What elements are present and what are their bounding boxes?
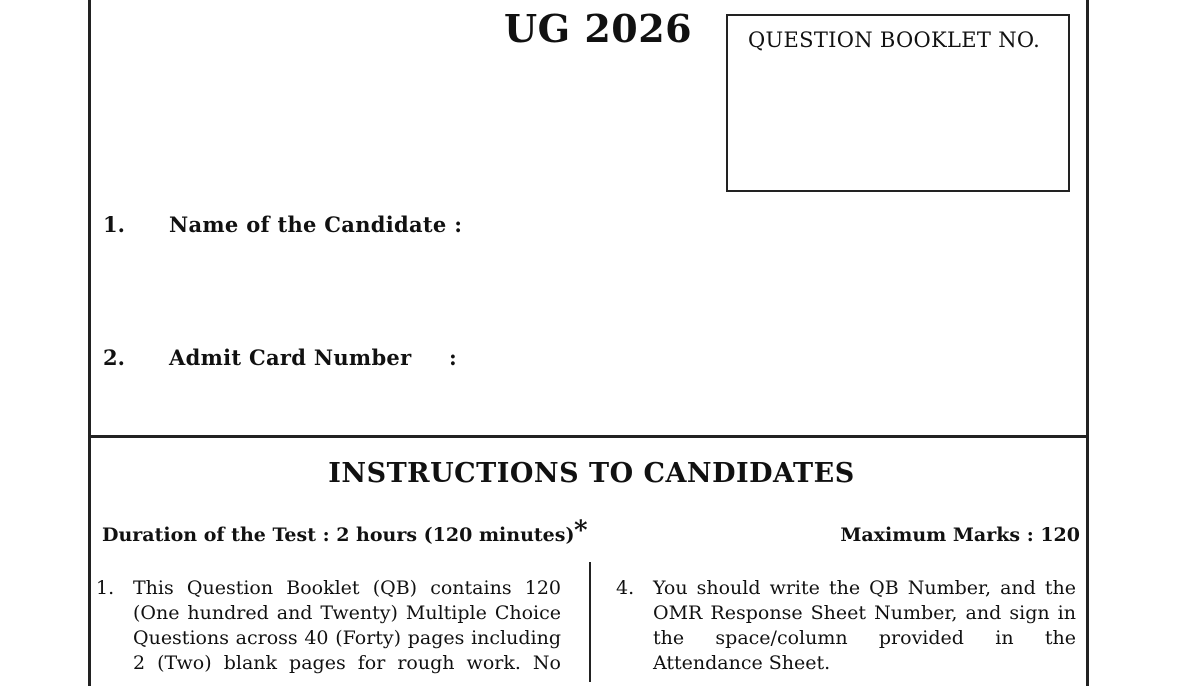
test-duration: Duration of the Test : 2 hours (120 minutes)	[102, 524, 575, 546]
instruction-4-line-2: OMR Response Sheet Number, and sign in	[653, 602, 1076, 624]
field-number-name: 1.	[103, 212, 125, 237]
instruction-1-line-4: 2 (Two) blank pages for rough work. No	[133, 652, 561, 674]
exam-title: UG 2026	[504, 6, 693, 51]
section-divider	[88, 435, 1089, 438]
booklet-number-label: QUESTION BOOKLET NO.	[748, 28, 1041, 52]
booklet-number-box	[726, 14, 1070, 192]
instruction-4-line-3: the space/column provided in the	[653, 627, 1076, 649]
instruction-4-line-4: Attendance Sheet.	[653, 652, 831, 674]
instruction-1-line-1: This Question Booklet (QB) contains 120	[133, 577, 561, 599]
instruction-1-line-3: Questions across 40 (Forty) pages including	[133, 627, 561, 649]
instruction-item-4	[653, 576, 1076, 676]
instruction-4-line-1: You should write the QB Number, and the	[653, 577, 1076, 599]
maximum-marks: Maximum Marks : 120	[840, 524, 1080, 546]
instruction-item-1	[133, 576, 561, 676]
column-divider	[589, 562, 591, 682]
duration-asterisk: *	[574, 516, 588, 546]
instruction-number-4: 4.	[616, 577, 635, 599]
admit-card-colon: :	[449, 345, 457, 370]
instruction-number-1: 1.	[96, 577, 115, 599]
admit-card-label: Admit Card Number	[169, 345, 412, 370]
candidate-name-label: Name of the Candidate :	[169, 212, 463, 237]
instructions-heading: INSTRUCTIONS TO CANDIDATES	[328, 458, 855, 489]
field-number-admit: 2.	[103, 345, 125, 370]
instruction-1-line-2: (One hundred and Twenty) Multiple Choice	[133, 602, 561, 624]
